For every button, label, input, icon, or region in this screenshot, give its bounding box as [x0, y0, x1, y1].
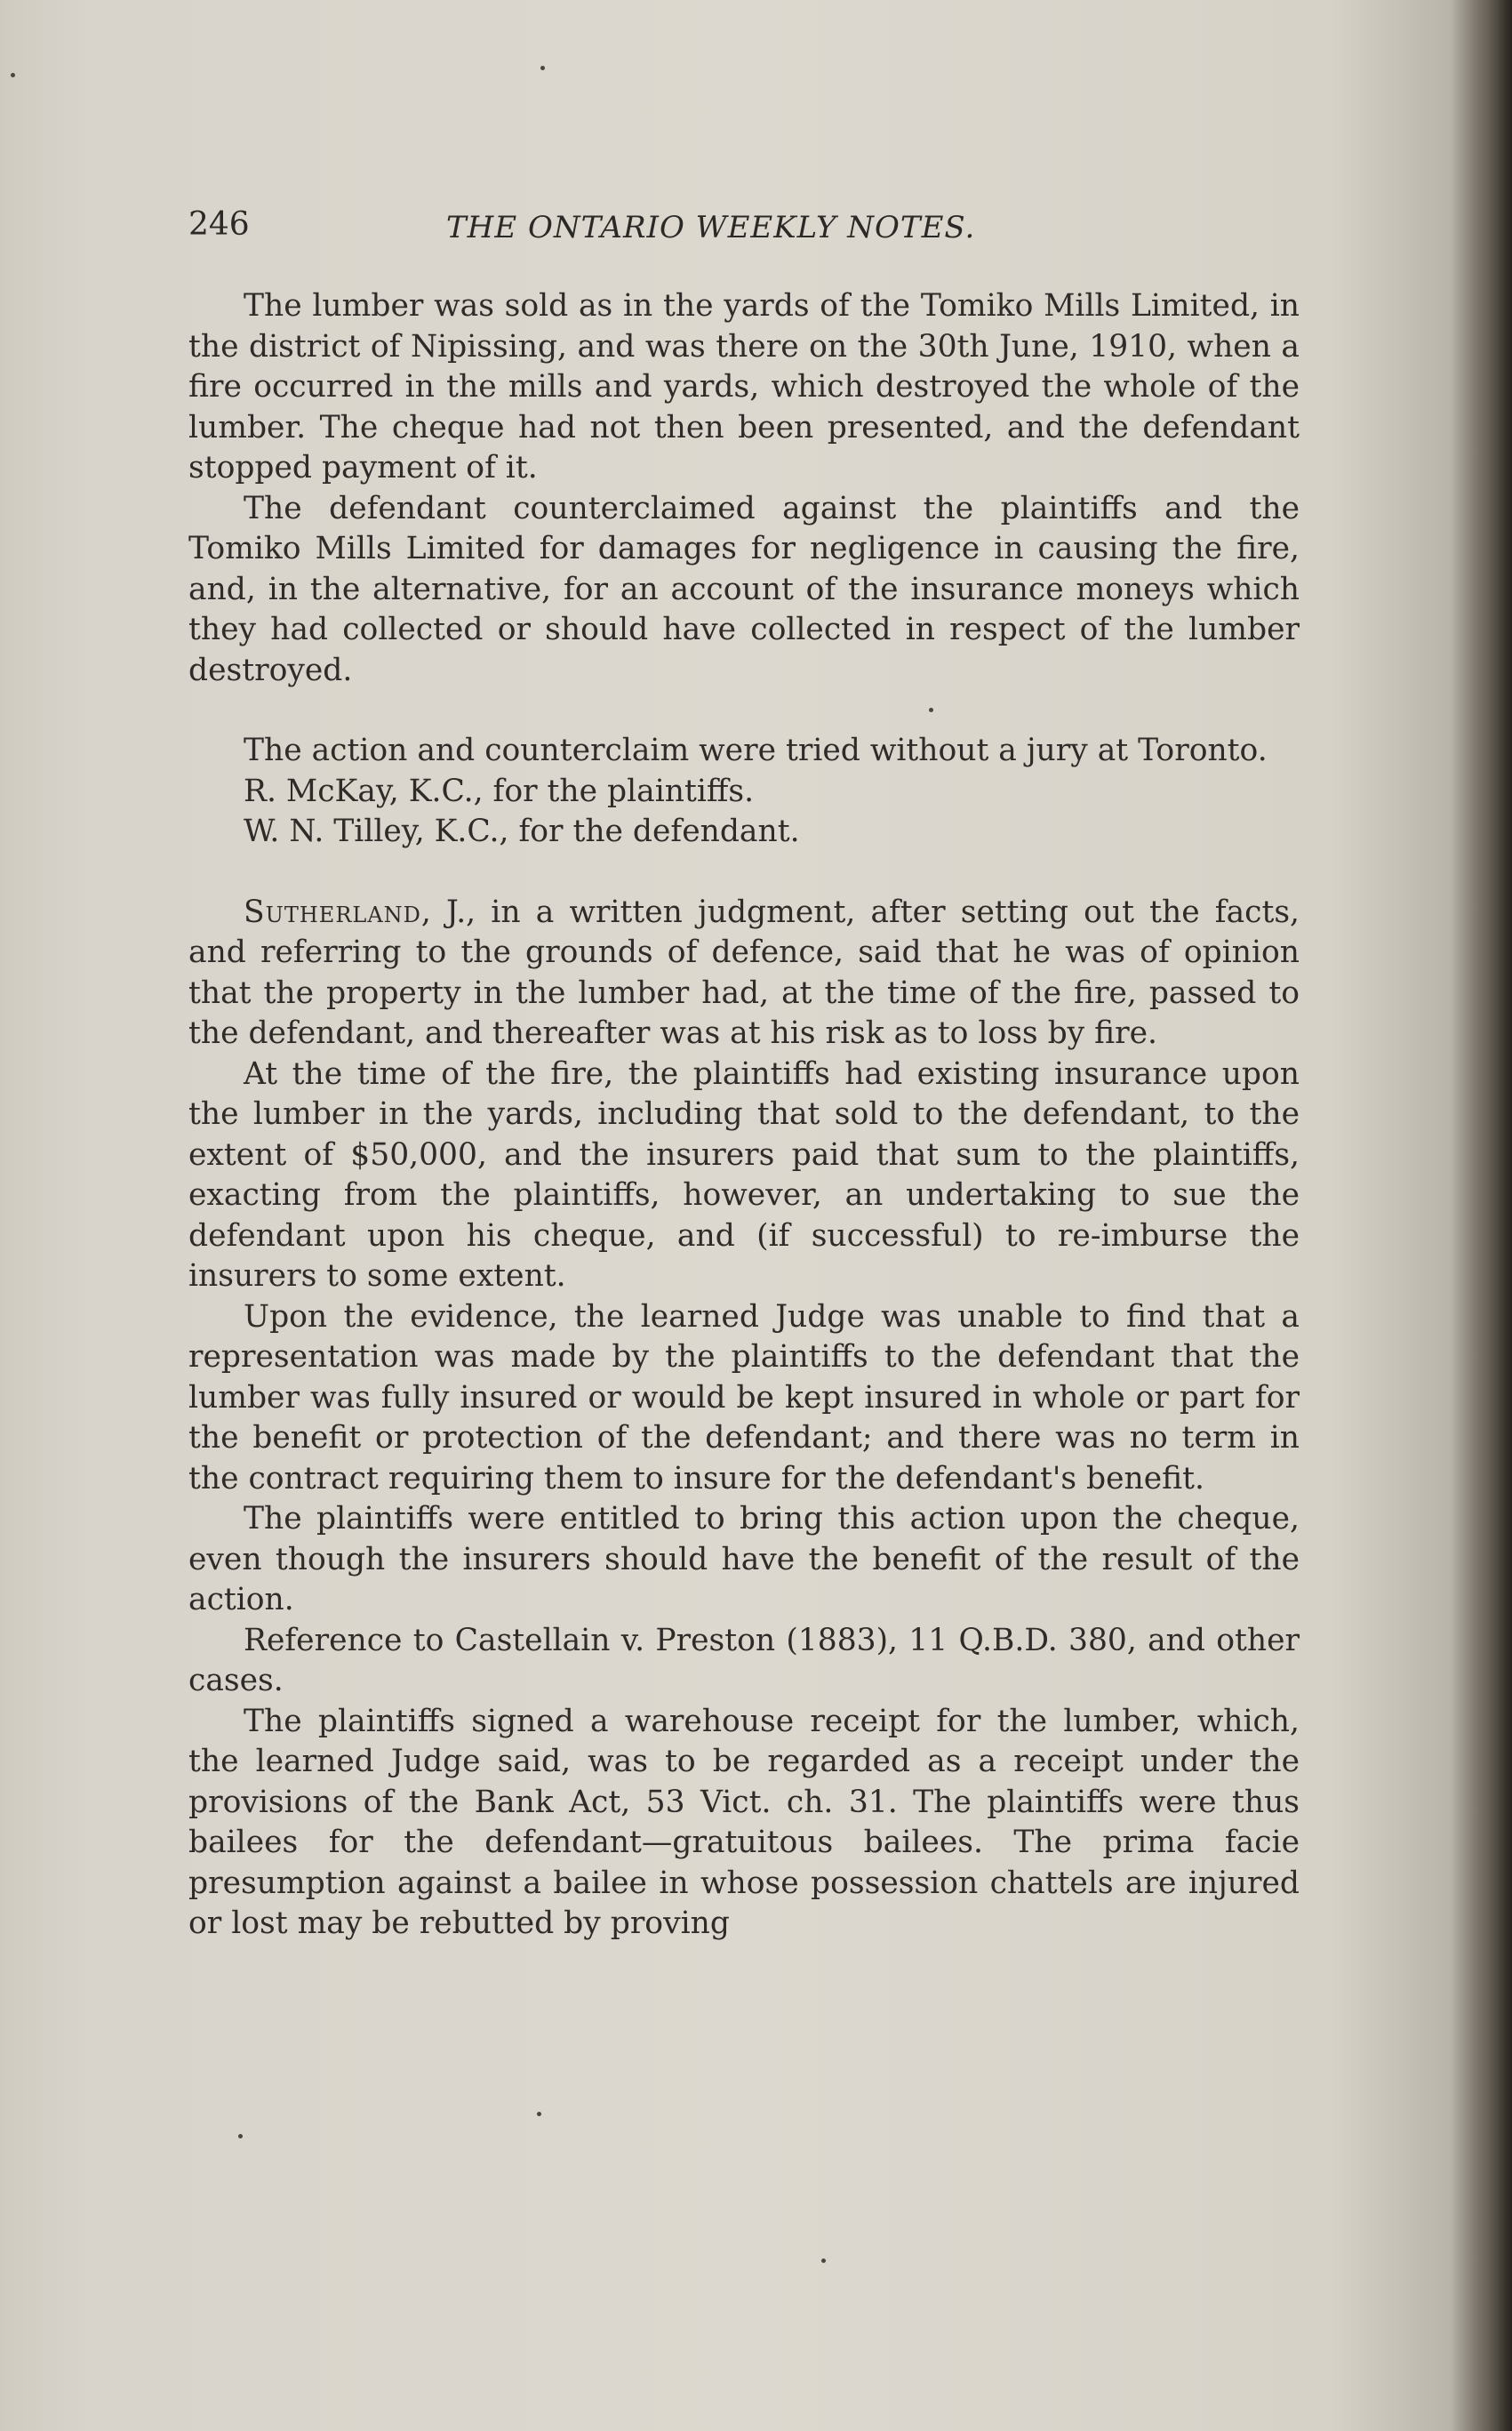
counsel-line: R. McKay, K.C., for the plaintiffs.: [244, 773, 755, 809]
paragraph: Upon the evidence, the learned Judge was unable to find that a representation was made by the plaintiffs to the defendant that the lumber was fully insured or would be kept insured in whole or part for the benefit or protection of the defendant; and there was no term in the contract requiring them to insure for the defendant's benefit.: [188, 1298, 1300, 1496]
counsel-line: W. N. Tilley, K.C., for the defendant.: [244, 814, 800, 849]
running-title: THE ONTARIO WEEKLY NOTES.: [446, 210, 976, 245]
paper-speck: [11, 73, 15, 77]
paragraph: The lumber was sold as in the yards of the Tomiko Mills Limited, in the district of Nipissing, and was there on the 30th June, 1910, when a fire occurred in the mills and yards, which destroyed the whole of the lumber. The cheque had not then been presented, and the defendant stopped payment of it.: [188, 288, 1300, 485]
paper-speck: [540, 66, 545, 70]
body-text: [188, 286, 1300, 1945]
judgment-text: , J., in a written judgment, after setting out the facts, and referring to the grounds of defence, said that he was of opinion that the property in the lumber had, at the time of the fire, passed to the defendant, and thereafter was at his risk as to loss by fire.: [188, 894, 1300, 1051]
paragraph: At the time of the fire, the plaintiffs had existing insurance upon the lumber in the yards, including that sold to the defendant, to the extent of $50,000, and the insurers paid that sum to the plaintiffs, exacting from the plaintiffs, however, an undertaking to sue the defendant upon his cheque, and (if successful) to re-imburse the insurers to some extent.: [188, 1055, 1300, 1294]
paper-speck: [238, 2134, 243, 2138]
judge-name: Sutherland: [244, 894, 421, 930]
page-header: [188, 206, 1300, 251]
binding-shadow: [1450, 0, 1512, 2431]
paragraph: The defendant counterclaimed against the plaintiffs and the Tomiko Mills Limited for damages for negligence in causing the fire, and, in the alternative, for an account of the insurance moneys which they had collected or should have collected in respect of the lumber destroyed.: [188, 490, 1300, 688]
paragraph: The plaintiffs signed a warehouse receipt for the lumber, which, the learned Judge said, was to be regarded as a receipt under the provisions of the Bank Act, 53 Vict. ch. 31. The plaintiffs were thus bailees for the defendant—gratuitous bailees. The prima facie presumption against a bailee in whose possession chattels are injured or lost may be rebutted by proving: [188, 1703, 1300, 1941]
paragraph: Reference to Castellain v. Preston (1883), 11 Q.B.D. 380, and other cases.: [188, 1622, 1300, 1698]
judgment-paragraph: [188, 893, 1300, 1055]
page-number: 246: [188, 206, 250, 243]
paragraph: The action and counterclaim were tried without a jury at Toronto.: [244, 733, 1268, 768]
paper-speck: [537, 2112, 541, 2116]
paragraph: The plaintiffs were entitled to bring this action upon the cheque, even though the insurers should have the benefit of the result of the action.: [188, 1501, 1300, 1617]
paper-speck: [821, 2259, 826, 2263]
